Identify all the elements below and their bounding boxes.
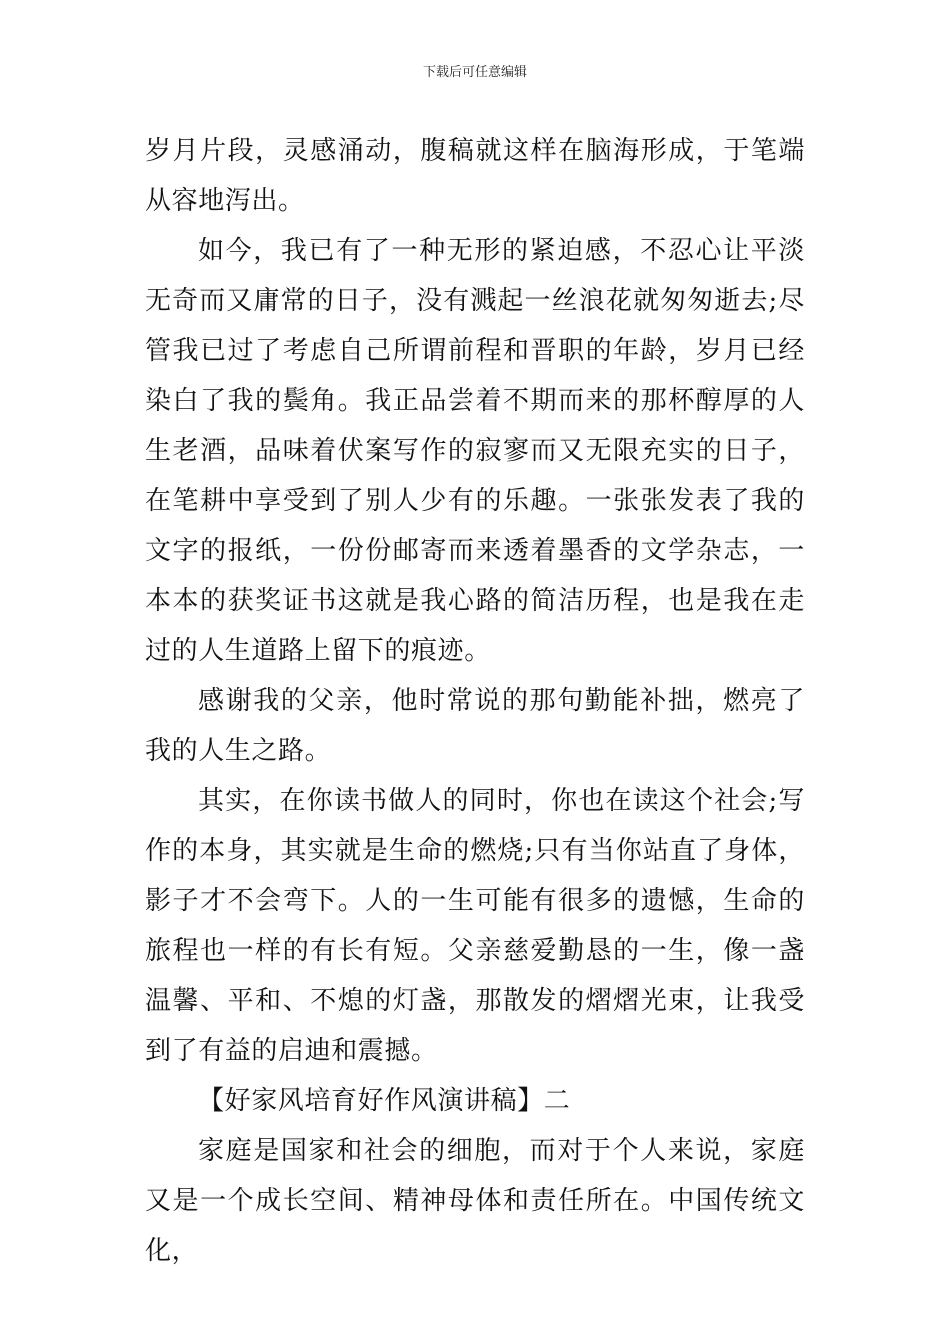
paragraph: 如今，我已有了一种无形的紧迫感，不忍心让平淡无奇而又庸常的日子，没有溅起一丝浪花就匆匆逝去;尽管我已过了考虑自己所谓前程和晋职的年龄，岁月已经染白了我的鬓角。我正品尝着不期而来的那杯醇厚的人生老酒，品味着伏案写作的寂寥而又无限充实的日子，在笔耕中享受到了别人少有的乐趣。一张张发表了我的文字的报纸，一份份邮寄而来透着墨香的文学杂志，一本本的获奖证书这就是我心路的简洁历程，也是我在走过的人生道路上留下的痕迹。 [145,236,805,666]
paragraph: 感谢我的父亲，他时常说的那句勤能补拙，燃亮了我的人生之路。 [145,686,805,766]
paragraph: 其实，在你读书做人的同时，你也在读这个社会;写作的本身，其实就是生命的燃烧;只有当你站直了身体，影子才不会弯下。人的一生可能有很多的遗憾，生命的旅程也一样的有长有短。父亲慈爱勤恳的一生，像一盏温馨、平和、不熄的灯盏，那散发的熠熠光束，让我受到了有益的启迪和震撼。 [145,786,805,1066]
paragraph-continuation: 岁月片段，灵感涌动，腹稿就这样在脑海形成，于笔端从容地泻出。 [145,136,805,216]
section-heading: 【好家风培育好作风演讲稿】二 [198,1086,571,1116]
document-body [145,126,805,1276]
page-header: 下载后可任意编辑 [422,65,527,80]
paragraph: 家庭是国家和社会的细胞，而对于个人来说，家庭又是一个成长空间、精神母体和责任所在。中国传统文化， [145,1136,805,1266]
